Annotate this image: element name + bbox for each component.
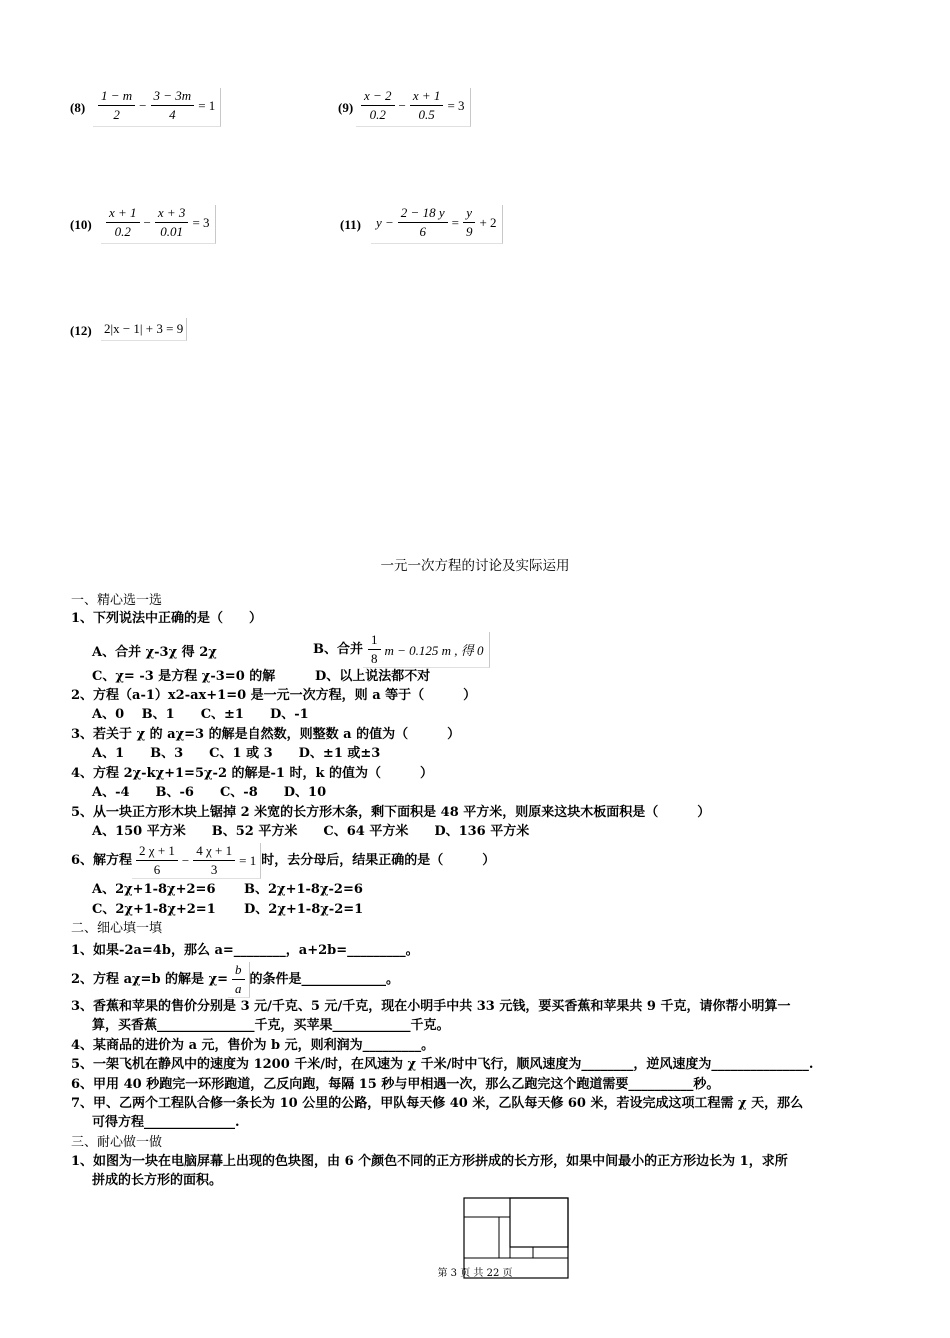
p1-q1-c: C、χ= -3 是方程 χ-3=0 的解 bbox=[92, 669, 276, 684]
p1-q6: 6、解方程 $\frac{2 \chi + 1}{6}$ − $\frac{4 \chi + 1}{3}$ = 1 时，去分母后，结果正确的是（ ） bbox=[71, 843, 496, 877]
p1-q2-options: A、0 B、1 C、±1 D、-1 bbox=[92, 707, 309, 722]
eq-12-label: (12) bbox=[70, 323, 92, 338]
p1-q1: 1、下列说法中正确的是（ ） bbox=[71, 611, 263, 626]
p3-q1-line1: 1、如图为一块在电脑屏幕上出现的色块图，由 6 个颜色不同的正方形拼成的长方形，如果中间最小的正方形边长为 1，求所 bbox=[71, 1154, 788, 1169]
eq-9-label: (9) bbox=[338, 100, 354, 115]
part2-heading: 二、细心填一填 bbox=[71, 921, 163, 936]
p2-q4: 4、某商品的进价为 a 元，售价为 b 元，则利润为_________。 bbox=[71, 1038, 435, 1053]
eq-10: $\frac{x + 1}{0.2}$ − $\frac{x + 3}{0.01}$ = 3 bbox=[101, 205, 216, 244]
p2-q7-line1: 7、甲、乙两个工程队合修一条长为 10 公里的公路，甲队每天修 40 米，乙队每天修 60 米，若设完成这项工程需 χ 天，那么 bbox=[71, 1096, 804, 1111]
eq-12: 2|x − 1| + 3 = 9 bbox=[101, 318, 187, 341]
p2-q5: 5、一架飞机在静风中的速度为 1200 千米/时，在风速为 χ 千米/时中飞行，顺风速度为________，逆风速度为_______________. bbox=[71, 1057, 814, 1072]
p1-q4: 4、方程 2χ-kχ+1=5χ-2 的解是-1 时，k 的值为（ ） bbox=[71, 766, 434, 781]
part3-heading: 三、耐心做一做 bbox=[71, 1135, 163, 1150]
p1-q5: 5、从一块正方形木块上锯掉 2 米宽的长方形木条，剩下面积是 48 平方米，则原来这块木板面积是（ ） bbox=[71, 805, 711, 820]
p2-q7-line2: 可得方程______________. bbox=[92, 1115, 240, 1130]
eq-11: y − $\frac{2 - 18 y}{6}$ = $\frac{y}{9}$ + 2 bbox=[371, 205, 503, 244]
p1-q4-options: A、-4 B、-6 C、-8 D、10 bbox=[92, 785, 327, 800]
p1-q3-options: A、1 B、3 C、1 或 3 D、±1 或±3 bbox=[92, 746, 381, 761]
left-square bbox=[464, 1217, 499, 1258]
p1-q6-d: D、2χ+1-8χ-2=1 bbox=[244, 902, 364, 917]
p1-q6-b: B、2χ+1-8χ-2=6 bbox=[244, 882, 363, 897]
eq-8-label: (8) bbox=[70, 100, 86, 115]
part1-heading: 一、精心选一选 bbox=[71, 593, 163, 608]
p3-q1-line2: 拼成的长方形的面积。 bbox=[92, 1173, 223, 1188]
p1-q6-c: C、2χ+1-8χ+2=1 bbox=[92, 902, 216, 917]
p1-q6-a: A、2χ+1-8χ+2=6 bbox=[92, 882, 216, 897]
eq-10-label: (10) bbox=[70, 217, 92, 232]
p1-q1-a: A、合并 χ-3χ 得 2χ bbox=[92, 645, 217, 660]
large-square bbox=[510, 1198, 568, 1247]
p2-q6: 6、甲用 40 秒跑完一环形跑道，乙反向跑，每隔 15 秒与甲相遇一次，那么乙跑完这个跑道需要__________秒。 bbox=[71, 1077, 720, 1092]
p1-q2: 2、方程（a-1）x2-ax+1=0 是一元一次方程，则 a 等于（ ） bbox=[71, 688, 477, 703]
p2-q1: 1、如果-2a=4b，那么 a=________，a+2b=_________。 bbox=[71, 943, 419, 958]
p1-q5-options: A、150 平方米 B、52 平方米 C、64 平方米 D、136 平方米 bbox=[92, 824, 530, 839]
eq-9: $\frac{x - 2}{0.2}$ − $\frac{x + 1}{0.5}$ = 3 bbox=[356, 88, 471, 127]
section-title: 一元一次方程的讨论及实际运用 bbox=[380, 558, 570, 574]
p1-q1-d: D、以上说法都不对 bbox=[315, 669, 431, 684]
p2-q2: 2、方程 aχ=b 的解是 χ= $\frac{b}{a}$ 的条件是_____________。 bbox=[71, 962, 400, 996]
eq-8: $\frac{1 - m}{2}$ − $\frac{3 - 3m}{4}$ = 1 bbox=[93, 88, 221, 127]
page-footer: 第 3 页 共 22 页 bbox=[437, 1268, 513, 1279]
eq-11-label: (11) bbox=[340, 217, 361, 232]
p2-q3-line1: 3、香蕉和苹果的售价分别是 3 元/千克、5 元/千克，现在小明手中共 33 元钱，要买香蕉和苹果共 9 千克，请你帮小明算一 bbox=[71, 999, 791, 1014]
p2-q3-line2: 算，买香蕉_______________千克，买苹果____________千克。 bbox=[92, 1018, 450, 1033]
p1-q1-b: B、合并 $\frac{1}{8}$ m − 0.125 m , 得 0 bbox=[313, 632, 490, 668]
p1-q3: 3、若关于 χ 的 aχ=3 的解是自然数，则整数 a 的值为（ ） bbox=[71, 727, 461, 742]
